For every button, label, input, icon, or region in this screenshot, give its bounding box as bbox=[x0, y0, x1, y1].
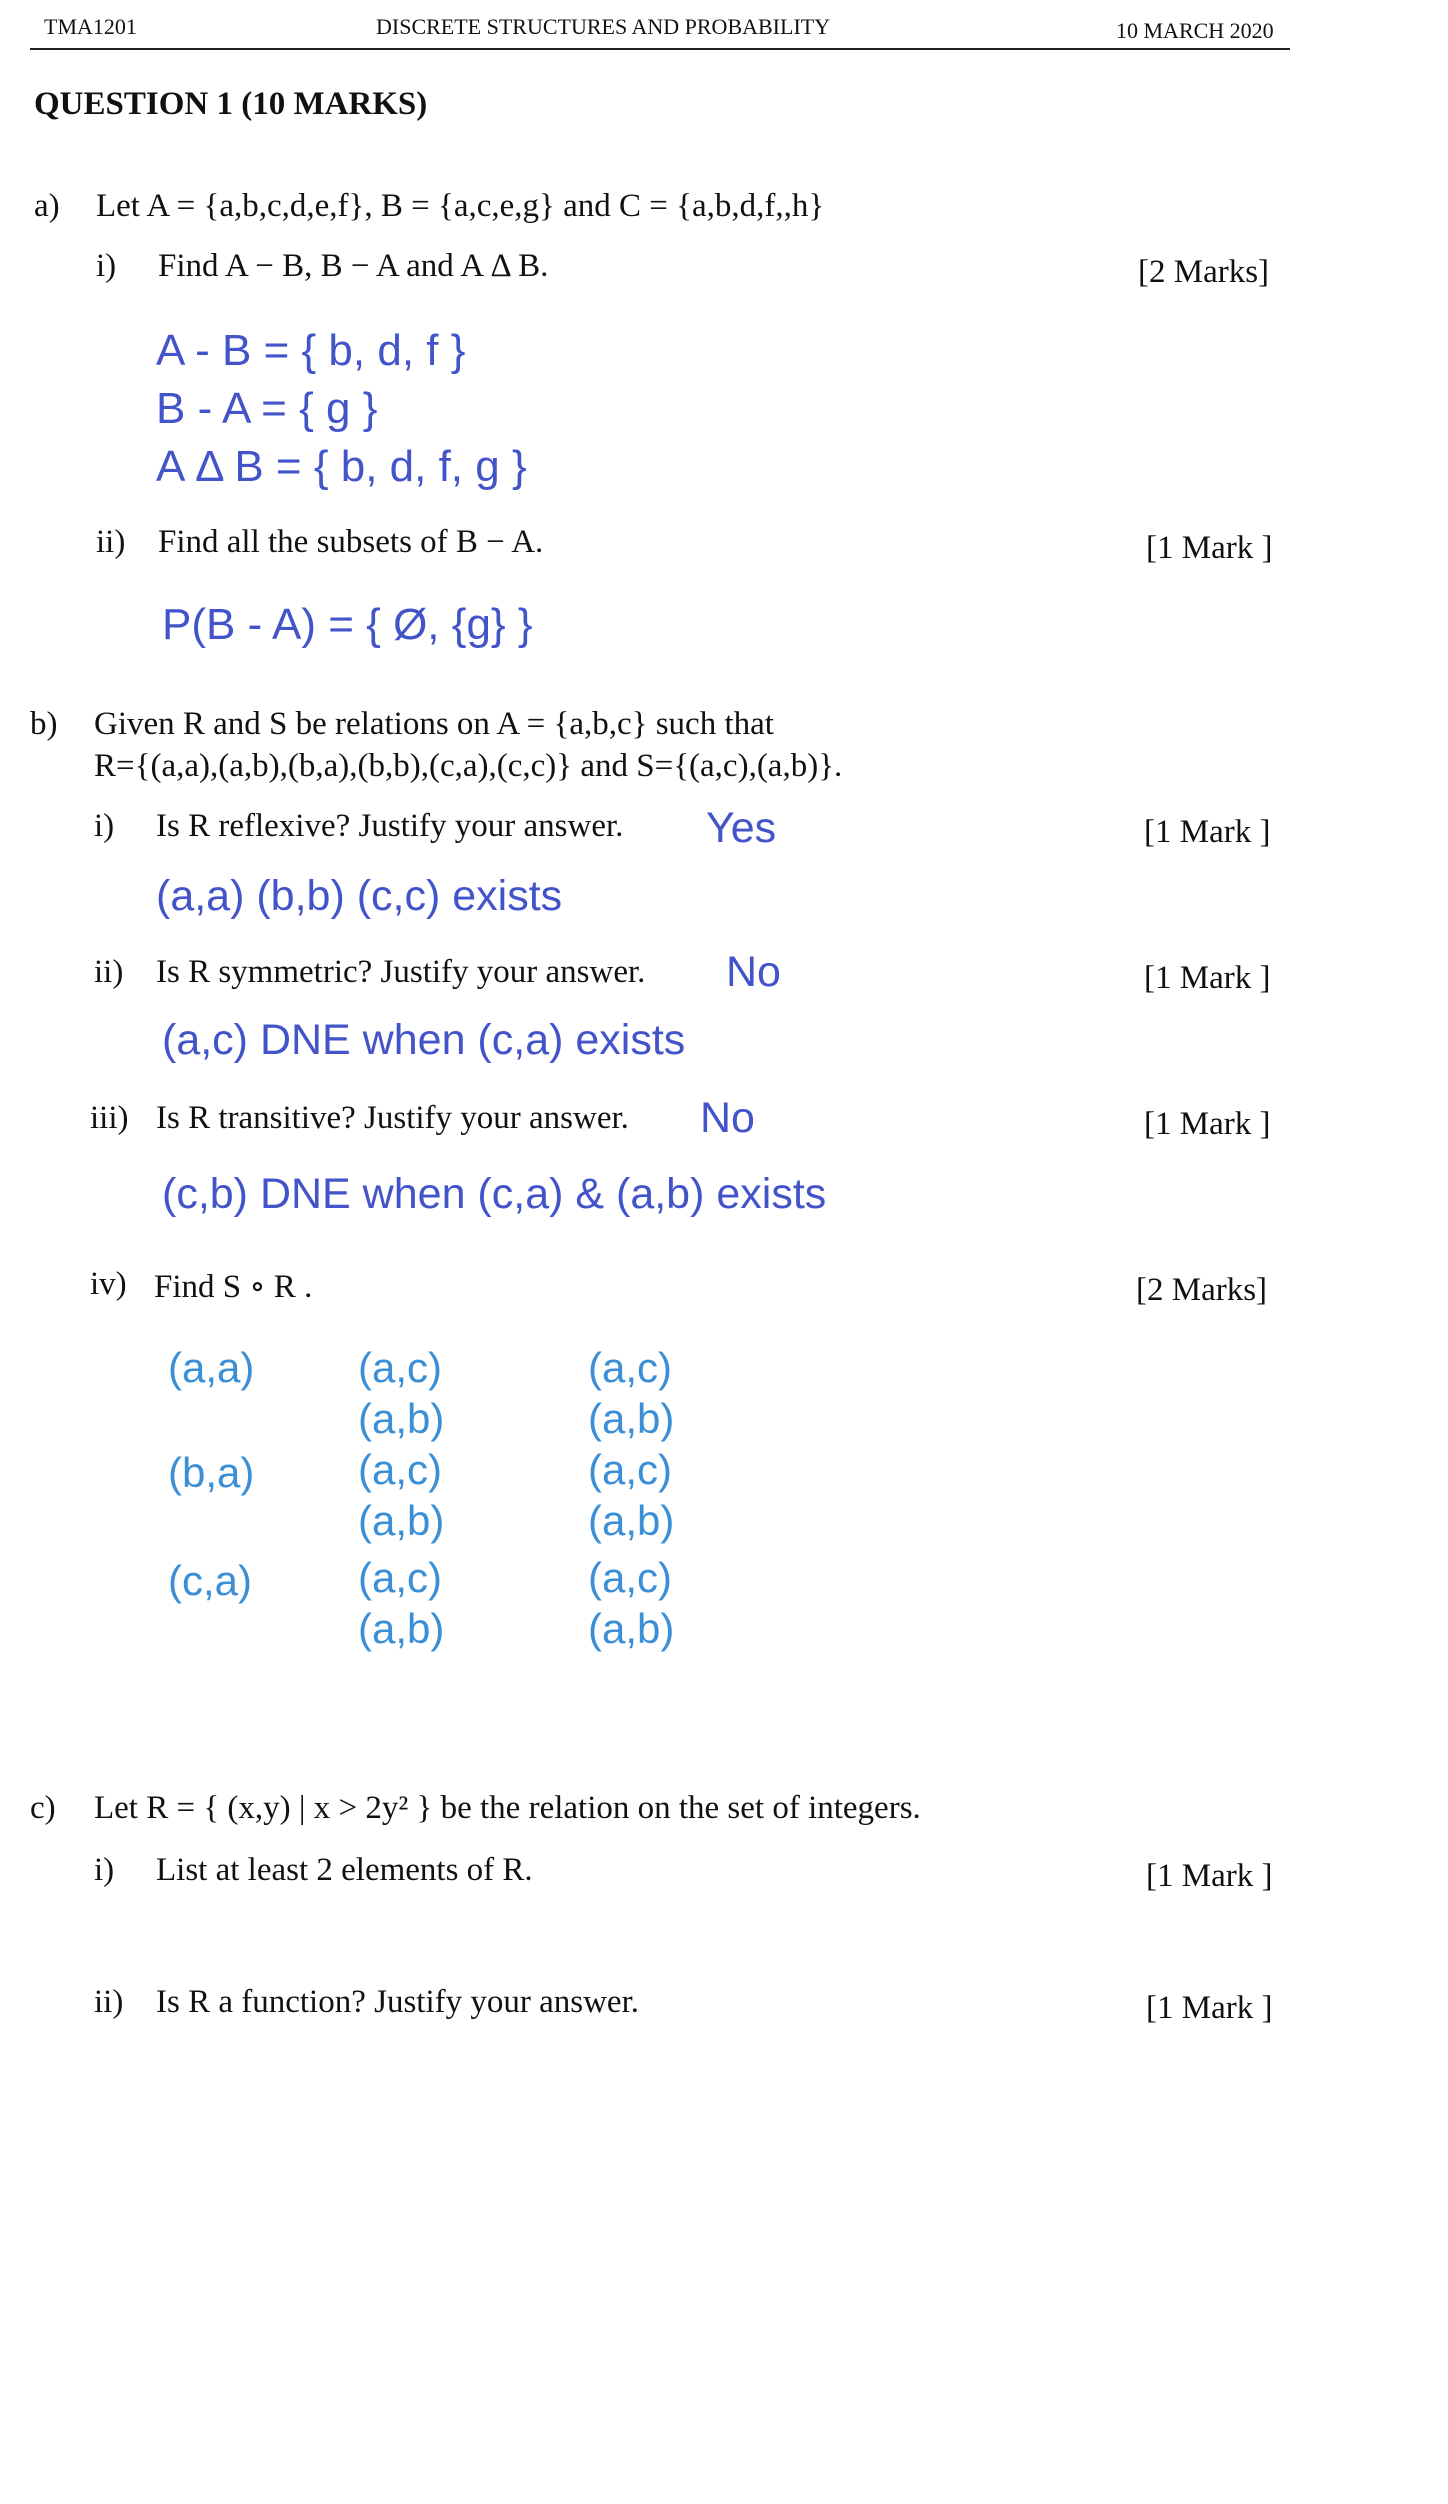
part-c-i-marks: [1 Mark ] bbox=[1146, 1858, 1273, 1894]
part-a-i-marks: [2 Marks] bbox=[1138, 254, 1270, 290]
composition-pair: (b,a) bbox=[168, 1449, 255, 1496]
part-a-ii-text: Find all the subsets of B − A. bbox=[158, 524, 544, 560]
answer-a-delta-b: A Δ B = { b, d, f, g } bbox=[156, 442, 527, 491]
composition-col-2 bbox=[358, 1342, 444, 1654]
composition-pair: (a,b) bbox=[358, 1395, 445, 1442]
composition-col-3 bbox=[588, 1342, 674, 1654]
composition-pair: (a,c) bbox=[588, 1344, 672, 1391]
composition-pair: (a,b) bbox=[588, 1395, 675, 1442]
part-b-ii-text: Is R symmetric? Justify your answer. bbox=[156, 954, 646, 990]
part-a-ii-label: ii) bbox=[96, 524, 126, 560]
part-b-iv-text: Find S ∘ R . bbox=[154, 1269, 313, 1305]
composition-pair: (a,c) bbox=[358, 1344, 442, 1391]
course-title: DISCRETE STRUCTURES AND PROBABILITY bbox=[376, 14, 831, 39]
part-c-i-text: List at least 2 elements of R. bbox=[156, 1852, 533, 1888]
part-b-iv-marks: [2 Marks] bbox=[1136, 1272, 1268, 1308]
part-b-ii-marks: [1 Mark ] bbox=[1144, 960, 1271, 996]
composition-pair: (a,b) bbox=[358, 1497, 445, 1544]
part-a-text: Let A = {a,b,c,d,e,f}, B = {a,c,e,g} and C = {a,b,d,f,,h} bbox=[96, 188, 825, 224]
part-a-ii-marks: [1 Mark ] bbox=[1146, 530, 1273, 566]
composition-pair: (a,c) bbox=[358, 1554, 442, 1601]
part-b-iii-label: iii) bbox=[90, 1100, 129, 1136]
part-a-i-label: i) bbox=[96, 248, 117, 284]
part-c-ii-marks: [1 Mark ] bbox=[1146, 1990, 1273, 2026]
answer-b-minus-a: B - A = { g } bbox=[156, 384, 378, 433]
composition-pair: (a,c) bbox=[588, 1446, 672, 1493]
part-c-text: Let R = { (x,y) | x > 2y² } be the relation on the set of integers. bbox=[94, 1790, 921, 1826]
part-b-i-marks: [1 Mark ] bbox=[1144, 814, 1271, 850]
composition-pair: (c,a) bbox=[168, 1557, 252, 1604]
answer-reflexive-yes: Yes bbox=[706, 804, 777, 852]
answer-symmetric-justification: (a,c) DNE when (c,a) exists bbox=[162, 1016, 686, 1064]
answer-a-minus-b: A - B = { b, d, f } bbox=[156, 326, 466, 375]
part-b-label: b) bbox=[30, 706, 58, 742]
part-b-i-label: i) bbox=[94, 808, 115, 844]
part-a-i-text: Find A − B, B − A and A Δ B. bbox=[158, 248, 549, 284]
answer-symmetric-no: No bbox=[726, 948, 781, 996]
part-a-label: a) bbox=[34, 188, 60, 224]
answer-transitive-no: No bbox=[700, 1094, 755, 1142]
part-b-text-line2: R={(a,a),(a,b),(b,a),(b,b),(c,a),(c,c)} and S={(a,c),(a,b)}. bbox=[94, 748, 843, 784]
exam-date: 10 MARCH 2020 bbox=[1116, 18, 1274, 43]
part-c-ii-text: Is R a function? Justify your answer. bbox=[156, 1984, 639, 2020]
answer-reflexive-justification: (a,a) (b,b) (c,c) exists bbox=[156, 872, 563, 920]
part-b-text-line1: Given R and S be relations on A = {a,b,c} such that bbox=[94, 706, 774, 742]
part-b-ii-label: ii) bbox=[94, 954, 124, 990]
part-b-iii-text: Is R transitive? Justify your answer. bbox=[156, 1100, 629, 1136]
answer-power-set: P(B - A) = { Ø, {g} } bbox=[162, 600, 533, 649]
course-code: TMA1201 bbox=[44, 14, 137, 39]
part-c-label: c) bbox=[30, 1790, 56, 1826]
composition-pair: (a,a) bbox=[168, 1344, 255, 1391]
part-b-i-text: Is R reflexive? Justify your answer. bbox=[156, 808, 624, 844]
composition-pair: (a,c) bbox=[358, 1446, 442, 1493]
part-b-iii-marks: [1 Mark ] bbox=[1144, 1106, 1271, 1142]
composition-pair: (a,b) bbox=[588, 1605, 675, 1652]
part-c-i-label: i) bbox=[94, 1852, 115, 1888]
part-c-ii-label: ii) bbox=[94, 1984, 124, 2020]
part-b-iv-label: iv) bbox=[90, 1266, 127, 1302]
composition-pair: (a,b) bbox=[358, 1605, 445, 1652]
answer-transitive-justification: (c,b) DNE when (c,a) & (a,b) exists bbox=[162, 1170, 827, 1218]
composition-pair: (a,b) bbox=[588, 1497, 675, 1544]
header-rule bbox=[30, 48, 1290, 50]
question-title: QUESTION 1 (10 MARKS) bbox=[34, 86, 428, 122]
composition-pair: (a,c) bbox=[588, 1554, 672, 1601]
